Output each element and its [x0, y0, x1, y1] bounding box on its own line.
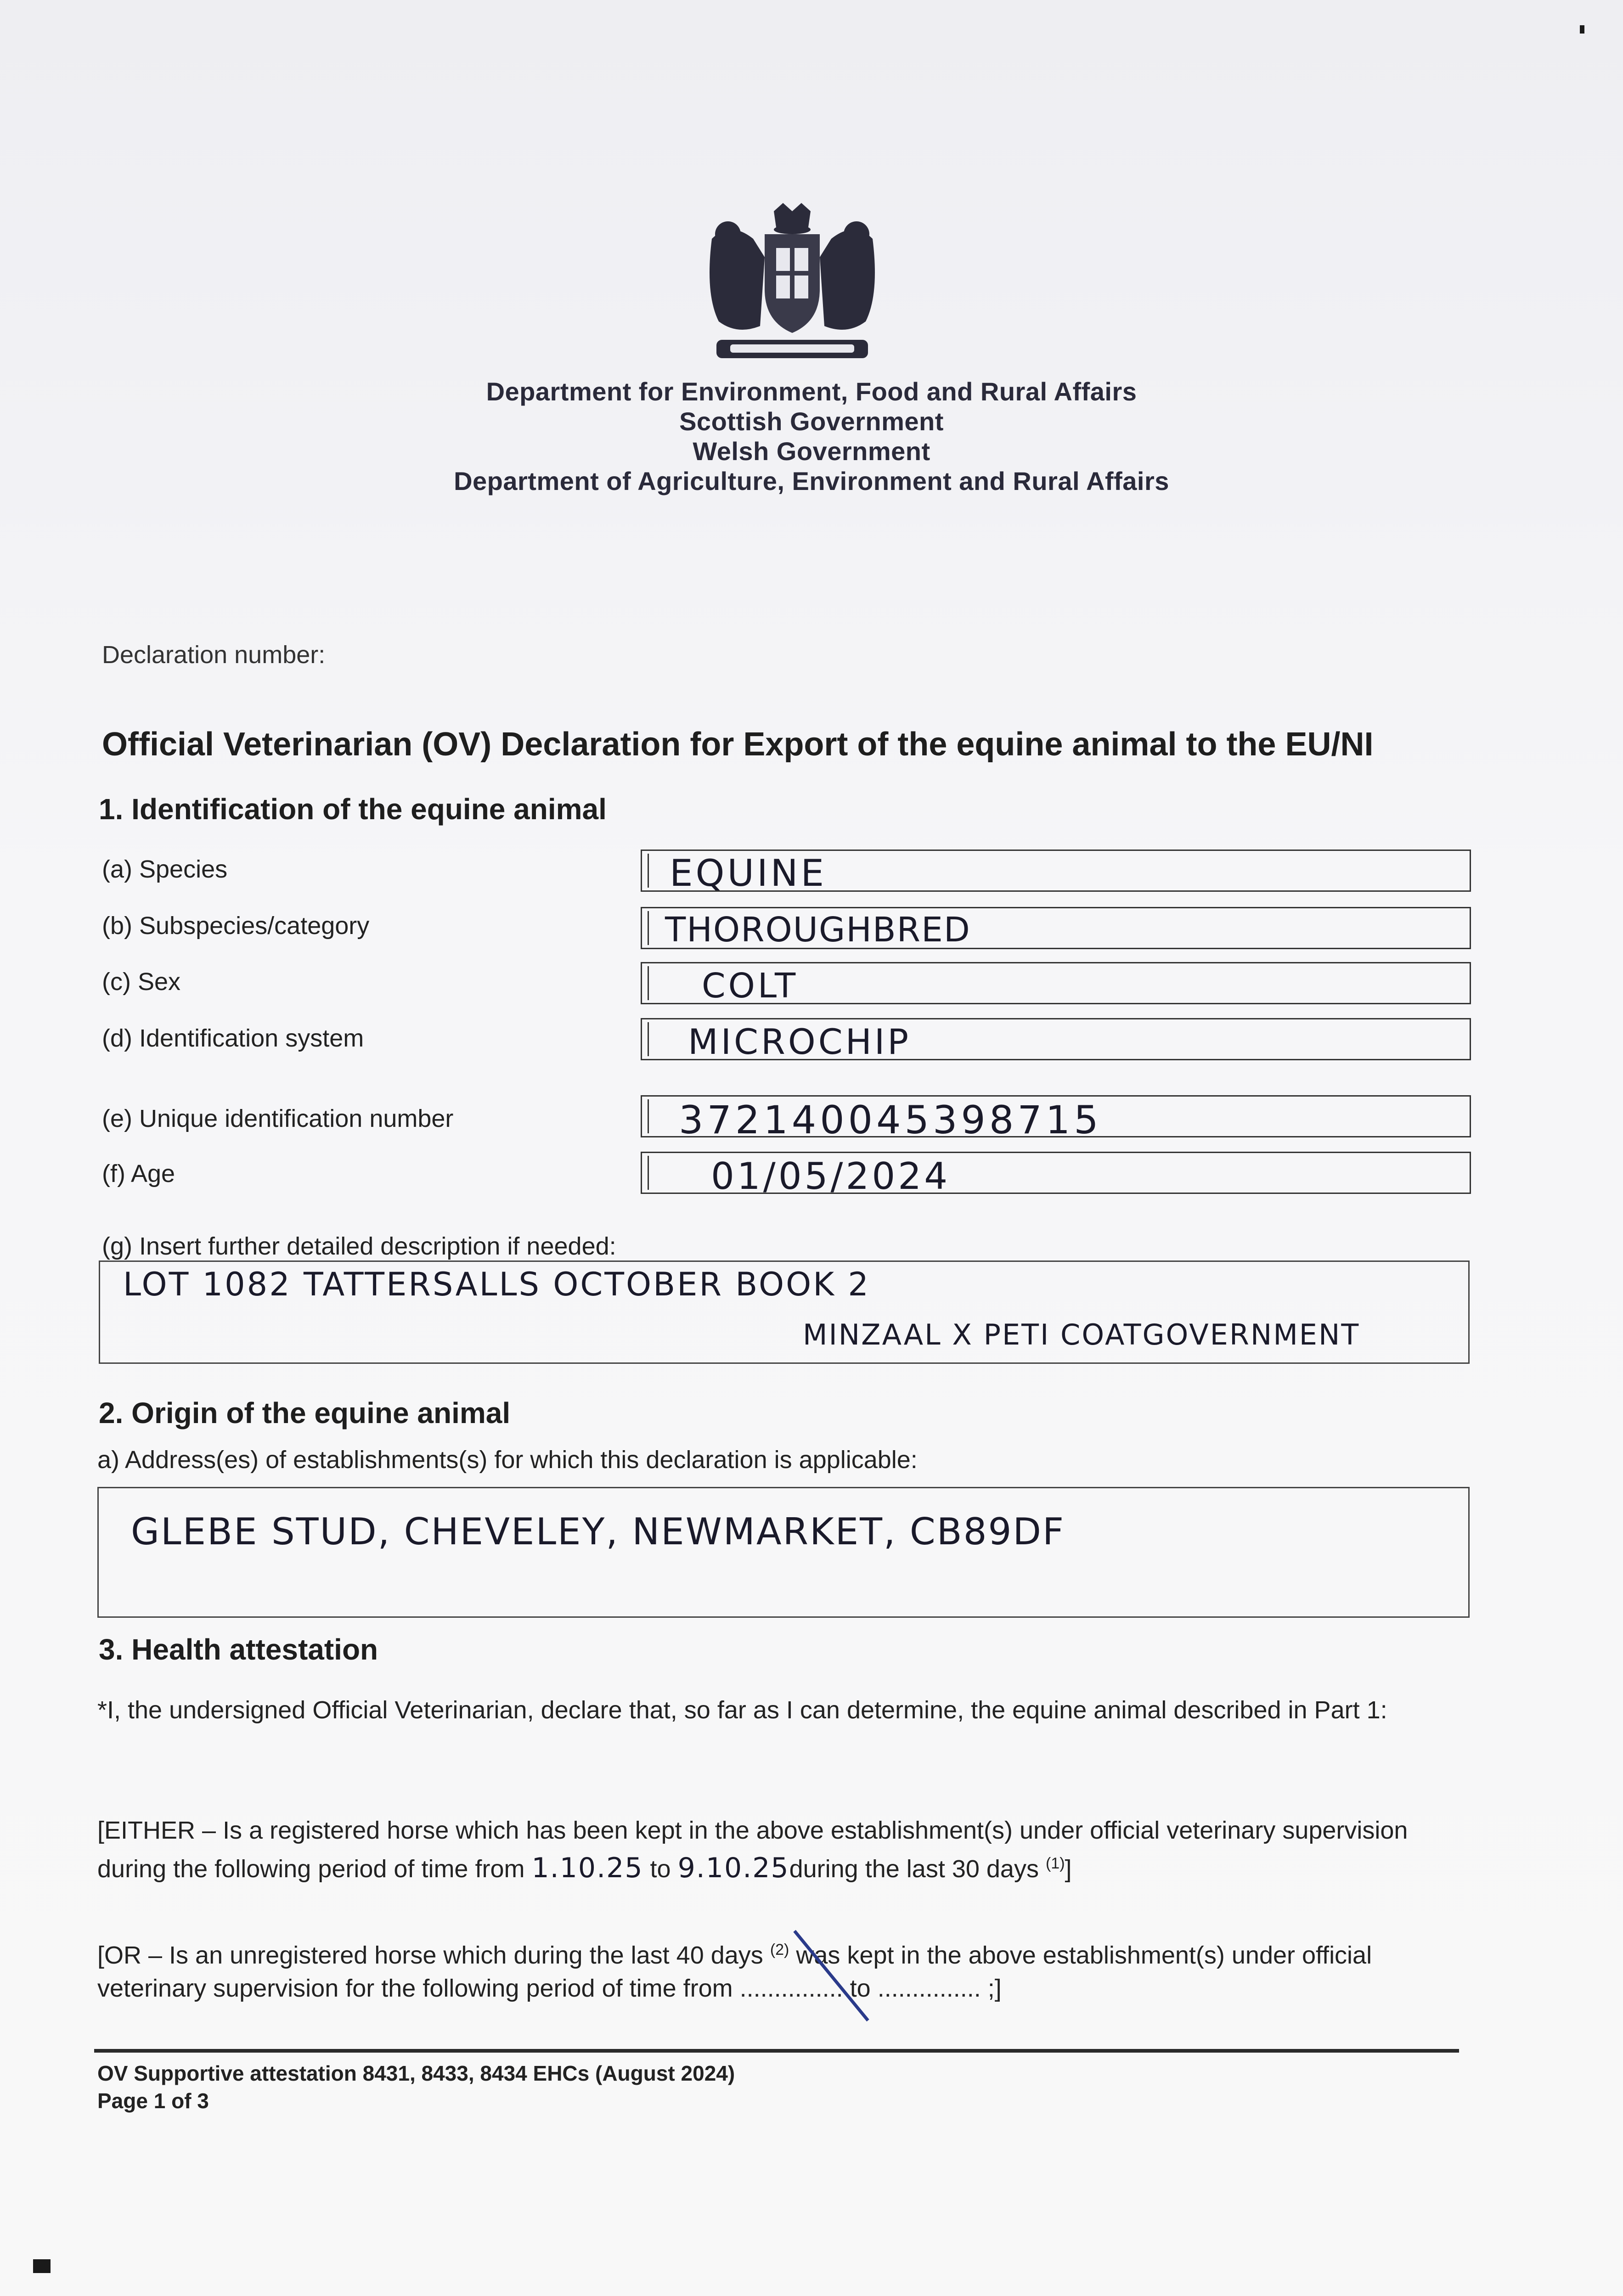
page-title: Official Veterinarian (OV) Declaration for Export of the equine animal to the EU/NI — [102, 726, 1374, 763]
declaration-number-label: Declaration number: — [102, 641, 326, 669]
sex-label: (c) Sex — [102, 968, 181, 996]
identification-system-field[interactable] — [641, 1018, 1471, 1060]
either-to-date: 9.10.25 — [677, 1852, 789, 1884]
either-from-date: 1.10.25 — [531, 1852, 643, 1884]
subspecies-field[interactable] — [641, 907, 1471, 949]
age-field[interactable] — [641, 1152, 1471, 1198]
footer-divider — [94, 2049, 1459, 2053]
strike-mark-icon — [790, 1926, 873, 2027]
further-description-line2: MINZAAL X PETI COATGOVERNMENT — [803, 1318, 1360, 1351]
either-clause: [EITHER – Is a registered horse which has been kept in the above establishment(s) under official veterinary supervision during the following period of time from 1.10.25 to 9.10.25during the last 30 days $^{(1)}$] — [97, 1817, 1408, 1884]
sex-field[interactable] — [641, 962, 1471, 1004]
department-name-2: Scottish Government — [679, 407, 944, 436]
further-description-label: (g) Insert further detailed description if needed: — [102, 1232, 616, 1260]
age-label: (f) Age — [102, 1160, 175, 1187]
or-text: [OR – Is an unregistered horse which during the last 40 days — [97, 1941, 763, 1969]
or-footnote: (2) — [770, 1941, 789, 1958]
or-clause — [97, 1933, 1457, 2005]
subspecies-label: (b) Subspecies/category — [102, 912, 370, 940]
address-value: GLEBE STUD, CHEVELEY, NEWMARKET, CB89DF — [131, 1510, 1065, 1553]
species-value: EQUINE — [670, 852, 827, 895]
section-2-heading: 2. Origin of the equine animal — [99, 1396, 511, 1429]
identification-system-label: (d) Identification system — [102, 1024, 364, 1052]
department-name-1: Department for Environment, Food and Rural Affairs — [486, 377, 1137, 406]
identification-system-value: MICROCHIP — [688, 1021, 912, 1062]
address-label: a) Address(es) of establishments(s) for which this declaration is applicable: — [97, 1446, 918, 1474]
age-value: 01/05/2024 — [711, 1155, 951, 1198]
either-to-word: to — [650, 1855, 671, 1883]
sex-value: COLT — [702, 966, 799, 1006]
section-1-heading: 1. Identification of the equine animal — [99, 793, 607, 826]
further-description-box[interactable] — [99, 1261, 1470, 1364]
either-text: [EITHER – Is a registered horse which has been kept in the above establishment(s) under official veterinary supervision during the following period of time from — [97, 1817, 1408, 1883]
department-name-3: Welsh Government — [693, 437, 930, 466]
department-name-4: Department of Agriculture, Environment and Rural Affairs — [454, 467, 1169, 495]
royal-coat-of-arms-logo — [684, 202, 900, 367]
species-label: (a) Species — [102, 855, 228, 883]
section-3-heading: 3. Health attestation — [99, 1633, 378, 1666]
health-attestation-intro: *I, the undersigned Official Veterinarian, declare that, so far as I can determine, the equine animal described in Part 1: — [97, 1696, 1387, 1724]
scan-edge-mark — [33, 2259, 51, 2273]
footer-attestation: OV Supportive attestation 8431, 8433, 8434 EHCs (August 2024) — [97, 2061, 735, 2085]
address-box[interactable] — [97, 1487, 1470, 1618]
scan-edge-dot — [1580, 25, 1584, 34]
or-text-2: was kept in the above establishment(s) under official veterinary supervision for the following period of time from ............... to ............... ;] — [97, 1941, 1372, 2002]
unique-id-field[interactable] — [641, 1095, 1471, 1142]
further-description-line1: LOT 1082 TATTERSALLS OCTOBER BOOK 2 — [123, 1266, 870, 1303]
either-tail: during the last 30 days — [789, 1855, 1039, 1883]
unique-id-label: (e) Unique identification number — [102, 1105, 454, 1132]
unique-id-value: 372140045398715 — [679, 1097, 1102, 1142]
page-number: Page 1 of 3 — [97, 2089, 209, 2113]
either-footnote: (1) — [1045, 1855, 1065, 1872]
species-field[interactable] — [641, 850, 1471, 895]
subspecies-value: THOROUGHBRED — [665, 910, 971, 950]
